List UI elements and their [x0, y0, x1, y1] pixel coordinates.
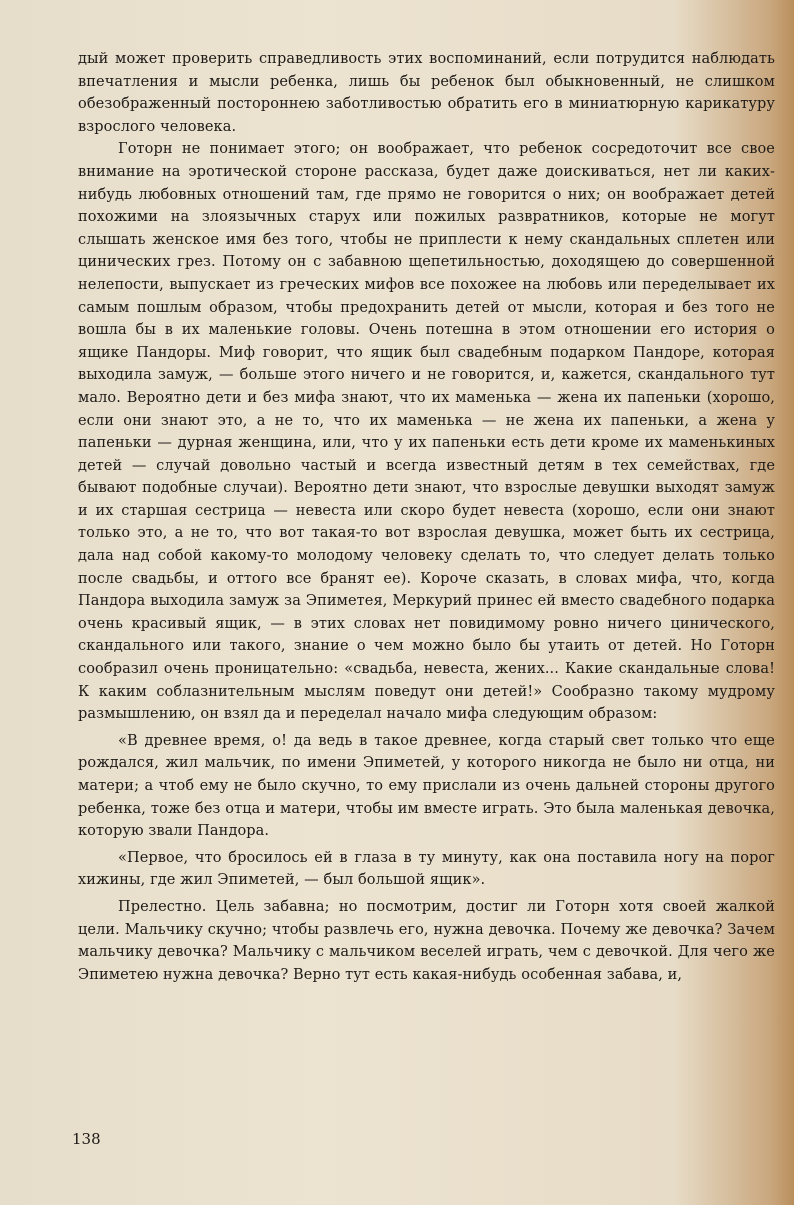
page-number: 138: [72, 1130, 101, 1148]
paragraph-1: дый может проверить справедливость этих воспоминаний, если потрудится наблюдать впечатления и мысли ребенка, лишь бы ребенок был обыкновенный, не слишком обезображенный постороннею заботливостью обратить его в миниатюрную карикатуру взрослого человека.: [78, 51, 775, 135]
paragraph-4-quote: «Первое, что бросилось ей в глаза в ту минуту, как она поставила ногу на порог хижины, где жил Эпиметей, — был большой ящик».: [78, 849, 775, 889]
paragraph-2: Готорн не понимает этого; он воображает, что ребенок сосредоточит все свое внимание на эротической стороне рассказа, будет даже доискиваться, нет ли каких-нибудь любовных отношений там, где прямо не говорится о них; он воображает детей похожими на злоязычных старух или пожилых развратников, которые не могут слышать женское имя без того, чтобы не приплести к нему скандальных сплетен или цинических грез. Потому он с забавною щепетильностью, доходящею до совершенной нелепости, выпускает из греческих мифов все похожее на любовь или переделывает их самым пошлым образом, чтобы предохранить детей от мысли, которая и без того не вошла бы в их маленькие головы. Очень потешна в этом отношении его история о ящике Пандоры. Миф говорит, что ящик был свадебным подарком Пандоре, которая выходила замуж, — больше этого ничего и не говорится, и, кажется, скандального тут мало. Вероятно дети и без мифа знают, что их маменька — жена их папеньки (хорошо, если они знают это, а не то, что их маменька — не жена их папеньки, а жена у папеньки — дурная женщина, или, что у их папеньки есть дети кроме их маменькиных детей — случай довольно частый и всегда известный детям в тех семействах, где бывают подобные случаи). Вероятно дети знают, что взрослые девушки выходят замуж и их старшая сестрица — невеста или скоро будет невеста (хорошо, если они знают только это, а не то, что вот такая-то вот взрослая девушка, может быть их сестрица, дала над собой какому-то молодому человеку сделать то, что следует делать только после свадьбы, и оттого все бранят ее). Короче сказать, в словах мифа, что, когда Пандора выходила замуж за Эпиметея, Меркурий принес ей вместо свадебного подарка очень красивый ящик, — в этих словах нет повидимому ровно ничего цинического, скандального или такого, знание о чем можно было бы утаить от детей. Но Готорн сообразил очень проницательно: «свадьба, невеста, жених... Какие скандальные слова! К каким соблазнительным мыслям поведут они детей!» Сообразно такому мудрому размышлению, он взял да и переделал начало мифа следующим образом:: [78, 141, 775, 723]
paragraph-5: Прелестно. Цель забавна; но посмотрим, достиг ли Готорн хотя своей жалкой цели. Мальчику скучно; чтобы развлечь его, нужна девочка. Почему же девочка? Зачем мальчику девочка? Мальчику с мальчиком веселей играть, чем с девочкой. Для чего же Эпиметею нужна девочка? Верно тут есть какая-нибудь особенная забава, и,: [78, 898, 775, 983]
body-text: [78, 48, 775, 986]
paragraph-3-quote: «В древнее время, о! да ведь в такое древнее, когда старый свет только что еще рождался, жил мальчик, по имени Эпиметей, у которого никогда не было ни отца, ни матери; а чтоб ему не было скучно, то ему прислали из очень дальней стороны другого ребенка, тоже без отца и матери, чтобы им вместе играть. Это была маленькая девочка, которую звали Пандора.: [78, 732, 775, 840]
